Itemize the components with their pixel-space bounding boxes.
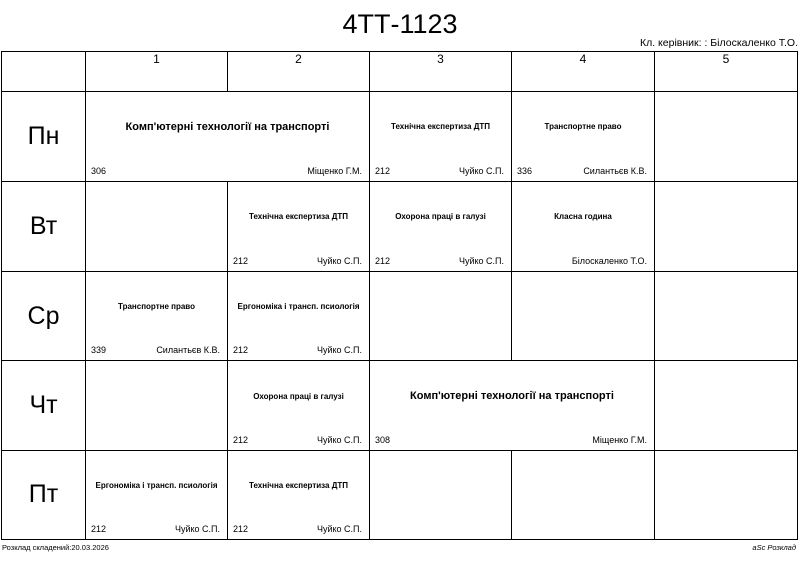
lesson-room: 339	[91, 345, 107, 356]
lesson-cell	[370, 181, 512, 271]
lesson-teacher: Чуйко С.П.	[458, 256, 504, 267]
lesson-cell	[370, 91, 512, 181]
period-header: 3	[370, 52, 512, 92]
lesson-cell	[370, 361, 655, 450]
empty-cell	[655, 91, 798, 181]
lesson-cell	[86, 272, 228, 361]
lesson-teacher: Чуйко С.П.	[458, 165, 504, 176]
period-header: 2	[228, 52, 370, 92]
lesson-room: 212	[375, 165, 391, 176]
empty-cell	[370, 272, 512, 361]
day-label: Пт	[2, 450, 86, 539]
lesson-teacher: Чуйко С.П.	[316, 256, 362, 267]
lesson-subject: Охорона праці в галузі	[395, 212, 486, 222]
lesson-room: 212	[91, 524, 107, 534]
empty-cell	[86, 361, 228, 450]
day-label: Ср	[2, 272, 86, 361]
lesson-subject: Класна година	[554, 212, 612, 222]
lesson-cell	[86, 91, 370, 181]
day-label: Чт	[2, 361, 86, 450]
lesson-teacher: Чуйко С.П.	[316, 434, 362, 445]
period-header-row	[2, 52, 798, 92]
lesson-cell	[512, 91, 655, 181]
lesson-room: 212	[233, 256, 249, 267]
page-title: 4ТТ-1123	[342, 9, 458, 39]
lesson-room: 306	[91, 165, 107, 176]
lesson-cell	[86, 450, 228, 539]
day-label: Пн	[2, 91, 86, 181]
lesson-cell	[228, 450, 370, 539]
timetable-grid	[1, 51, 798, 540]
empty-cell	[512, 450, 655, 539]
lesson-room: 212	[233, 434, 249, 445]
lesson-teacher: Чуйко С.П.	[316, 524, 362, 534]
lesson-teacher: Чуйко С.П.	[174, 524, 220, 534]
empty-cell	[655, 181, 798, 271]
lesson-subject: Технічна експертиза ДТП	[248, 212, 349, 222]
class-teacher: Кл. керівник: : Білоскаленко Т.О.	[639, 37, 798, 49]
generated-date: Розклад складений:20.03.2026	[2, 543, 109, 552]
lesson-room: 336	[517, 165, 533, 176]
lesson-subject: Ергономіка і трансп. псиологія	[237, 302, 360, 312]
lesson-cell	[228, 272, 370, 361]
lesson-subject: Комп'ютерні технології на транспорті	[410, 390, 614, 403]
lesson-teacher: Чуйко С.П.	[316, 345, 362, 356]
lesson-subject: Ергономіка і трансп. псиологія	[95, 480, 218, 490]
lesson-room: 212	[233, 524, 249, 534]
lesson-subject: Транспортне право	[544, 122, 622, 132]
lesson-subject: Транспортне право	[118, 302, 195, 312]
lesson-subject: Технічна експертиза ДТП	[390, 122, 491, 132]
day-row-mon	[2, 91, 798, 181]
lesson-subject: Комп'ютерні технології на транспорті	[125, 120, 330, 133]
empty-cell	[86, 181, 228, 271]
day-row-tue	[2, 181, 798, 271]
day-row-thu	[2, 361, 798, 450]
day-row-fri	[2, 450, 798, 539]
lesson-room: 308	[375, 434, 391, 445]
period-header: 4	[512, 52, 655, 92]
lesson-teacher: Силантьєв К.В.	[156, 345, 220, 356]
lesson-teacher: Міщенко Г.М.	[307, 165, 362, 176]
lesson-teacher: Білоскаленко Т.О.	[571, 256, 647, 267]
lesson-teacher: Міщенко Г.М.	[592, 434, 647, 445]
lesson-room: 212	[375, 256, 391, 267]
lesson-room: 212	[233, 345, 249, 356]
day-label: Вт	[2, 181, 86, 271]
empty-cell	[655, 450, 798, 539]
lesson-subject: Технічна експертиза ДТП	[248, 480, 349, 490]
corner-cell	[2, 52, 86, 92]
empty-cell	[655, 361, 798, 450]
empty-cell	[512, 272, 655, 361]
lesson-cell	[228, 181, 370, 271]
lesson-teacher: Силантьєв К.В.	[583, 165, 647, 176]
period-header: 5	[655, 52, 798, 92]
day-row-wed	[2, 272, 798, 361]
brand-label: aSc Розклад	[752, 543, 796, 552]
empty-cell	[370, 450, 512, 539]
lesson-subject: Охорона праці в галузі	[253, 391, 344, 401]
empty-cell	[655, 272, 798, 361]
period-header: 1	[86, 52, 228, 92]
lesson-cell	[512, 181, 655, 271]
lesson-cell	[228, 361, 370, 450]
